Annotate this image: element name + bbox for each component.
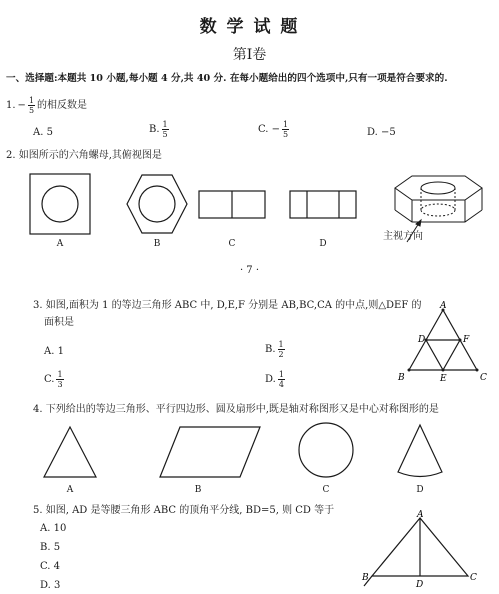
point-label-f: F — [463, 335, 470, 345]
fraction-numerator: 1 — [57, 370, 63, 379]
fraction — [162, 120, 169, 139]
q3-option-b[interactable] — [265, 340, 285, 359]
option-label: B. — [149, 123, 160, 135]
q2-figure-d[interactable] — [290, 191, 356, 218]
q5-option-d[interactable]: D. 3 — [40, 580, 61, 591]
q3-triangle-figure — [395, 300, 495, 390]
point-label-a: A — [440, 301, 447, 311]
q2-option-b-label: B — [153, 239, 161, 249]
question-5-stem: 5. 如图, AD 是等腰三角形 ABC 的顶角平分线, BD=5, 则 CD 等于 — [33, 505, 335, 516]
q4-parallelogram[interactable] — [160, 427, 260, 477]
fraction-denominator: 3 — [57, 380, 63, 389]
question-4-stem: 4. 下列给出的等边三角形、平行四边形、圆及扇形中,既是轴对称图形又是中心对称图形的是 — [33, 404, 439, 415]
point-label-e: E — [440, 374, 447, 384]
point-label-d: D — [418, 335, 426, 345]
fraction — [278, 370, 285, 389]
q5-option-b[interactable]: B. 5 — [40, 542, 61, 553]
question-3-stem-line2: 面积是 — [44, 317, 74, 328]
fraction-denominator: 4 — [278, 380, 284, 389]
section-heading: 一、选择题:本题共 10 小题,每小题 4 分,共 40 分. 在每小题给出的四个选项中,只有一项是符合要求的. — [6, 73, 448, 84]
point-label-c: C — [470, 573, 477, 583]
q5-option-a[interactable]: A. 10 — [40, 523, 67, 534]
q5-option-c[interactable]: C. 4 — [40, 561, 61, 572]
fraction — [282, 120, 289, 139]
q1-option-c[interactable] — [258, 120, 289, 139]
point-label-c: C — [480, 373, 487, 383]
q4-option-d-label: D — [416, 485, 424, 495]
fraction-numerator: 1 — [283, 120, 289, 129]
question-number: 1. — [6, 99, 16, 111]
q4-circle[interactable] — [299, 423, 353, 477]
q2-option-a-label: A — [56, 239, 64, 249]
q4-figures — [0, 422, 499, 482]
q3-option-d[interactable] — [265, 370, 285, 389]
q5-triangle-figure — [350, 508, 490, 594]
q2-figure-b[interactable] — [127, 175, 187, 233]
fraction-numerator: 1 — [278, 340, 284, 349]
fraction — [278, 340, 285, 359]
option-label: B. — [265, 343, 276, 355]
q2-option-d-label: D — [319, 239, 327, 249]
view-direction-label: 主视方向 — [383, 231, 423, 242]
option-label: C. — [44, 373, 55, 385]
volume-title: 第Ⅰ卷 — [232, 47, 267, 63]
q3-option-a[interactable]: A. 1 — [44, 346, 64, 357]
point-label-b: B — [362, 573, 369, 583]
q3-option-c[interactable] — [44, 370, 64, 389]
fraction-denominator: 5 — [283, 130, 289, 139]
question-1-stem — [6, 96, 87, 115]
point-label-a: A — [417, 510, 424, 520]
fraction-numerator: 1 — [278, 370, 284, 379]
q2-option-c-label: C — [228, 239, 236, 249]
minus-sign: − — [17, 99, 26, 111]
fraction-numerator: 1 — [28, 96, 35, 105]
question-1-stem-tail: 的相反数是 — [37, 99, 88, 111]
q4-option-a-label: A — [66, 485, 74, 495]
q1-option-b[interactable] — [149, 120, 169, 139]
q2-figures — [0, 166, 499, 246]
q1-option-d[interactable]: D. −5 — [367, 127, 396, 138]
fraction — [28, 96, 35, 115]
q2-figure-c[interactable] — [199, 191, 265, 218]
q4-option-b-label: B — [194, 485, 202, 495]
option-label: D. — [265, 373, 276, 385]
point-label-d: D — [416, 580, 424, 590]
q4-equilateral-triangle[interactable] — [44, 427, 96, 477]
q4-option-c-label: C — [322, 485, 330, 495]
question-2-stem: 2. 如图所示的六角螺母,其俯视图是 — [6, 150, 162, 161]
option-label: C. − — [258, 123, 281, 135]
q1-option-a[interactable]: A. 5 — [33, 127, 53, 138]
page-title: 数 学 试 题 — [199, 17, 300, 37]
fraction-numerator: 1 — [162, 120, 168, 129]
fraction-denominator: 5 — [28, 106, 35, 115]
page-number: · 7 · — [239, 265, 260, 276]
q4-sector[interactable] — [398, 425, 442, 477]
fraction — [56, 370, 63, 389]
fraction-denominator: 5 — [162, 130, 168, 139]
question-3-stem-line1: 3. 如图,面积为 1 的等边三角形 ABC 中, D,E,F 分别是 AB,BC,CA 的中点,则△DEF 的 — [33, 300, 422, 311]
fraction-denominator: 2 — [278, 350, 284, 359]
q2-figure-a[interactable] — [30, 174, 90, 234]
point-label-b: B — [398, 373, 405, 383]
